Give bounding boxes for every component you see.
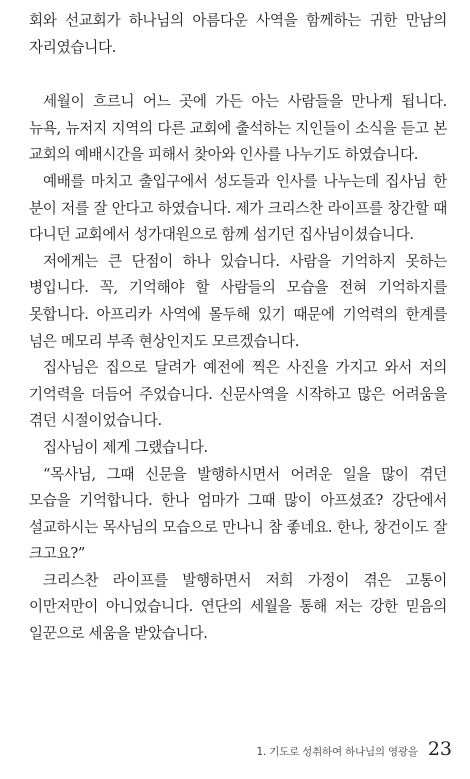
- paragraph: 집사님이 제게 그랬습니다.: [43, 438, 208, 456]
- page-footer: [0, 738, 452, 762]
- paragraph: 크리스찬 라이프를 발행하면서 저희 가정이 겪은 고통이 이만저만이 아니었습니다. 연단의 세월을 통해 저는 강한 믿음의 일꾼으로 세움을 받았습니다.: [29, 571, 447, 643]
- running-head: 1. 기도로 성취하여 하나님의 영광을: [256, 746, 418, 758]
- paragraph: 예배를 마치고 출입구에서 성도들과 인사를 나누는데 집사님 한 분이 저를 잘 안다고 하였습니다. 제가 크리스찬 라이프를 창간할 때 다니던 교회에서 성가대원으로 함께 섬기던 집사님이셨습니다.: [29, 172, 447, 244]
- paragraph: 집사님은 집으로 달려가 예전에 찍은 사진을 가지고 와서 저의 기억력을 더듬어 주었습니다. 신문사역을 시작하고 많은 어려움을 겪던 시절이었습니다.: [29, 359, 447, 430]
- paragraph: 저에게는 큰 단점이 하나 있습니다. 사람을 기억하지 못하는 병입니다. 꼭, 기억해야 할 사람들의 모습을 전혀 기억하지를 못합니다. 아프리카 사역에 몰두해 있기 때문에 기억력의 한계를 넘은 메모리 부족 현상인지도 모르겠습니다.: [29, 252, 447, 350]
- paragraph: 세월이 흐르니 어느 곳에 가든 아는 사람들을 만나게 됩니다. 뉴욕, 뉴저지 지역의 다른 교회에 출석하는 지인들이 소식을 듣고 본 교회의 예배시간을 피해서 찾아와 인사를 나누기도 하였습니다.: [29, 93, 447, 164]
- quoted-paragraph: “목사님, 그때 신문을 발행하시면서 어려운 일을 많이 겪던 모습을 기억합니다. 한나 엄마가 그때 많이 아프셨죠? 강단에서 설교하시는 목사님의 모습으로 만나니 참 좋네요. 한나, 창건이도 잘 크고요?”: [29, 465, 447, 563]
- paragraph-continued: 회와 선교회가 하나님의 아름다운 사역을 함께하는 귀한 만남의 자리였습니다.: [29, 12, 447, 56]
- body-text: [29, 8, 447, 648]
- page-number: 23: [427, 738, 452, 760]
